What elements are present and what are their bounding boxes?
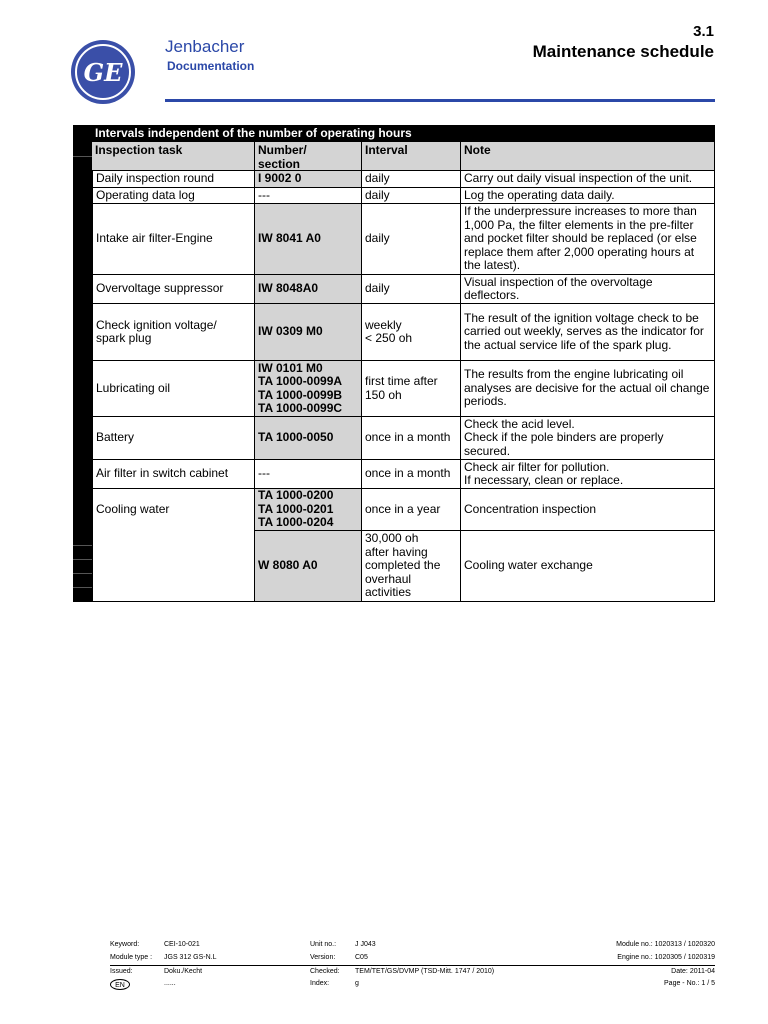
language-badge: EN bbox=[110, 979, 130, 990]
cell-note: The result of the ignition voltage check to be carried out weekly, serves as the indicator for the actual service life of the spark plug. bbox=[461, 304, 715, 361]
cell-task: Operating data log bbox=[92, 188, 255, 204]
cell-number: W 8080 A0 bbox=[255, 531, 362, 602]
footer-keyword: CEI-10-021 bbox=[164, 941, 200, 948]
cell-interval: daily bbox=[362, 188, 461, 204]
cell-interval: once in a month bbox=[362, 417, 461, 460]
cell-note: Check air filter for pollution. If necessary, clean or replace. bbox=[461, 460, 715, 489]
cell-task bbox=[92, 531, 255, 602]
cell-task: Cooling water bbox=[92, 489, 255, 531]
row-marker bbox=[73, 188, 92, 204]
cell-note: Log the operating data daily. bbox=[461, 188, 715, 204]
cell-note: Carry out daily visual inspection of the unit. bbox=[461, 171, 715, 188]
row-marker bbox=[73, 489, 92, 531]
cell-task: Air filter in switch cabinet bbox=[92, 460, 255, 489]
table-row bbox=[73, 460, 715, 489]
brand-subtitle: Documentation bbox=[167, 59, 255, 73]
cell-number: I 9002 0 bbox=[255, 171, 362, 188]
footer-page: Page - No.: 1 / 5 bbox=[664, 980, 715, 987]
table-row bbox=[73, 188, 715, 204]
footer-dots: ...... bbox=[164, 980, 176, 987]
cell-number: IW 0101 M0 TA 1000-0099A TA 1000-0099B TA 1000-0099C bbox=[255, 361, 362, 417]
row-marker bbox=[73, 531, 92, 602]
footer-module-type-label: Module type : bbox=[110, 954, 153, 961]
cell-task: Overvoltage suppressor bbox=[92, 275, 255, 304]
ge-logo bbox=[71, 40, 135, 104]
cell-interval: daily bbox=[362, 275, 461, 304]
table-row bbox=[73, 304, 715, 361]
footer-version: C05 bbox=[355, 954, 368, 961]
cell-note: Concentration inspection bbox=[461, 489, 715, 531]
row-marker bbox=[73, 417, 92, 460]
cell-number: TA 1000-0050 bbox=[255, 417, 362, 460]
footer-checked: TEM/TET/GS/DVMP (TSD-Mitt. 1747 / 2010) bbox=[355, 968, 495, 975]
cell-task: Battery bbox=[92, 417, 255, 460]
table-row bbox=[73, 417, 715, 460]
cell-interval: daily bbox=[362, 171, 461, 188]
row-marker bbox=[73, 142, 92, 171]
cell-interval: weekly < 250 oh bbox=[362, 304, 461, 361]
cell-number: TA 1000-0200 TA 1000-0201 TA 1000-0204 bbox=[255, 489, 362, 531]
row-marker bbox=[73, 204, 92, 275]
header-number: Number/ section bbox=[255, 142, 362, 171]
cell-interval: once in a year bbox=[362, 489, 461, 531]
header-note: Note bbox=[461, 142, 715, 171]
footer-issued: Doku./Kecht bbox=[164, 968, 203, 975]
cell-interval: once in a month bbox=[362, 460, 461, 489]
table-row bbox=[73, 275, 715, 304]
header-rule bbox=[165, 99, 715, 102]
table-title: Intervals independent of the number of operating hours bbox=[73, 125, 715, 142]
cell-interval: daily bbox=[362, 204, 461, 275]
table-row bbox=[73, 531, 715, 602]
footer-date: Date: 2011-04 bbox=[671, 968, 715, 975]
footer-module-no: Module no.: 1020313 / 1020320 bbox=[616, 941, 715, 948]
footer-divider bbox=[110, 965, 715, 966]
cell-note: Cooling water exchange bbox=[461, 531, 715, 602]
section-number: 3.1 bbox=[693, 23, 714, 40]
cell-interval: first time after 150 oh bbox=[362, 361, 461, 417]
footer-keyword-label: Keyword: bbox=[110, 941, 140, 948]
header-interval: Interval bbox=[362, 142, 461, 171]
row-marker bbox=[73, 275, 92, 304]
cell-note: The results from the engine lubricating oil analyses are decisive for the actual oil change periods. bbox=[461, 361, 715, 417]
table-header-row bbox=[73, 142, 715, 171]
page-title: Maintenance schedule bbox=[532, 42, 714, 61]
cell-note: Check the acid level. Check if the pole binders are properly secured. bbox=[461, 417, 715, 460]
footer-engine-no: Engine no.: 1020305 / 1020319 bbox=[617, 954, 715, 961]
cell-number: IW 8048A0 bbox=[255, 275, 362, 304]
cell-number: IW 8041 A0 bbox=[255, 204, 362, 275]
cell-number: --- bbox=[255, 460, 362, 489]
footer-unit: J J043 bbox=[355, 941, 376, 948]
footer-checked-label: Checked: bbox=[310, 968, 340, 975]
cell-task: Daily inspection round bbox=[92, 171, 255, 188]
cell-task: Intake air filter-Engine bbox=[92, 204, 255, 275]
cell-interval: 30,000 oh after having completed the overhaul activities bbox=[362, 531, 461, 602]
ge-logo-mark: GE bbox=[75, 44, 131, 100]
cell-note: If the underpressure increases to more than 1,000 Pa, the filter elements in the pre-filter and pocket filter should be replaced (or else replace them after 2,000 operating hours at the latest). bbox=[461, 204, 715, 275]
footer-issued-label: Issued: bbox=[110, 968, 133, 975]
header-task: Inspection task bbox=[92, 142, 255, 171]
cell-task: Check ignition voltage/ spark plug bbox=[92, 304, 255, 361]
cell-number: --- bbox=[255, 188, 362, 204]
table-row bbox=[73, 204, 715, 275]
cell-note: Visual inspection of the overvoltage deflectors. bbox=[461, 275, 715, 304]
maintenance-table bbox=[73, 125, 715, 602]
table-row bbox=[73, 489, 715, 531]
footer-index-label: Index: bbox=[310, 980, 330, 987]
table-row bbox=[73, 171, 715, 188]
cell-number: IW 0309 M0 bbox=[255, 304, 362, 361]
row-marker bbox=[73, 460, 92, 489]
footer-module-type: JGS 312 GS-N.L bbox=[164, 954, 217, 961]
brand-name: Jenbacher bbox=[165, 37, 245, 56]
cell-task: Lubricating oil bbox=[92, 361, 255, 417]
row-marker bbox=[73, 304, 92, 361]
row-marker bbox=[73, 171, 92, 188]
footer-index: g bbox=[355, 980, 359, 987]
table-row bbox=[73, 361, 715, 417]
row-marker bbox=[73, 361, 92, 417]
footer-version-label: Version: bbox=[310, 954, 336, 961]
footer-unit-label: Unit no.: bbox=[310, 941, 337, 948]
